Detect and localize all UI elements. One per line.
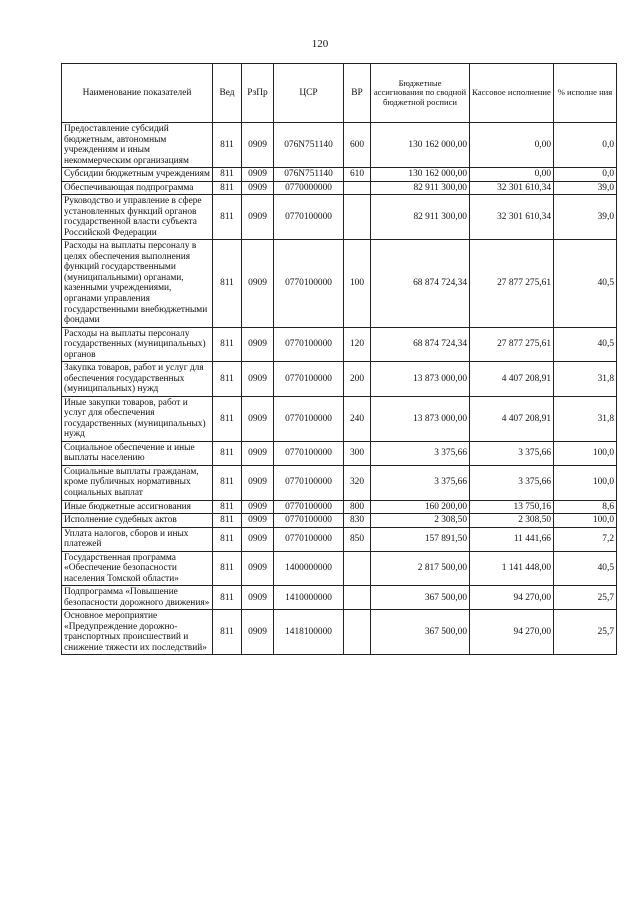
cell-vr: 610	[344, 168, 371, 182]
cell-assignments: 160 200,00	[371, 500, 470, 514]
cell-cash: 94 270,00	[470, 586, 554, 610]
cell-name: Иные закупки товаров, работ и услуг для обеспечения государственных (муниципальных) нужд	[62, 396, 213, 441]
cell-vr	[344, 195, 371, 240]
cell-assignments: 3 375,66	[371, 465, 470, 500]
cell-ved: 811	[213, 240, 242, 327]
cell-vr: 200	[344, 362, 371, 397]
cell-ved: 811	[213, 527, 242, 551]
cell-rzpr: 0909	[242, 500, 274, 514]
cell-rzpr: 0909	[242, 610, 274, 655]
cell-cash: 27 877 275,61	[470, 327, 554, 362]
cell-percent: 0,0	[554, 168, 617, 182]
cell-rzpr: 0909	[242, 514, 274, 528]
table-header-row	[62, 64, 617, 123]
cell-ved: 811	[213, 123, 242, 168]
cell-csr: 0770100000	[274, 396, 344, 441]
cell-percent: 39,0	[554, 195, 617, 240]
cell-csr: 0770100000	[274, 195, 344, 240]
table-row	[62, 181, 617, 195]
cell-assignments: 130 162 000,00	[371, 123, 470, 168]
cell-vr	[344, 181, 371, 195]
cell-ved: 811	[213, 610, 242, 655]
cell-name: Предоставление субсидий бюджетным, автономным учреждениям и иным некоммерческим организациям	[62, 123, 213, 168]
cell-cash: 27 877 275,61	[470, 240, 554, 327]
cell-vr	[344, 551, 371, 586]
cell-assignments: 130 162 000,00	[371, 168, 470, 182]
cell-rzpr: 0909	[242, 465, 274, 500]
cell-name: Субсидии бюджетным учреждениям	[62, 168, 213, 182]
table-body	[62, 123, 617, 655]
table-row	[62, 586, 617, 610]
cell-csr: 1418100000	[274, 610, 344, 655]
cell-ved: 811	[213, 195, 242, 240]
cell-assignments: 2 817 500,00	[371, 551, 470, 586]
cell-vr: 100	[344, 240, 371, 327]
header-rzpr: РзПр	[242, 64, 274, 123]
header-cash: Кассовое исполнение	[470, 64, 554, 123]
cell-csr: 0770100000	[274, 441, 344, 465]
cell-vr	[344, 610, 371, 655]
cell-csr: 0770100000	[274, 240, 344, 327]
cell-name: Обеспечивающая подпрограмма	[62, 181, 213, 195]
cell-assignments: 367 500,00	[371, 586, 470, 610]
cell-csr: 076N751140	[274, 168, 344, 182]
table-row	[62, 514, 617, 528]
cell-name: Расходы на выплаты персоналу государственных (муниципальных) органов	[62, 327, 213, 362]
cell-vr: 600	[344, 123, 371, 168]
cell-percent: 100,0	[554, 465, 617, 500]
cell-csr: 1400000000	[274, 551, 344, 586]
table-row	[62, 551, 617, 586]
budget-execution-table	[61, 63, 617, 655]
cell-ved: 811	[213, 551, 242, 586]
cell-vr	[344, 586, 371, 610]
cell-vr: 300	[344, 441, 371, 465]
cell-assignments: 68 874 724,34	[371, 327, 470, 362]
cell-csr: 0770000000	[274, 181, 344, 195]
header-csr: ЦСР	[274, 64, 344, 123]
cell-name: Иные бюджетные ассигнования	[62, 500, 213, 514]
cell-cash: 1 141 448,00	[470, 551, 554, 586]
cell-name: Социальное обеспечение и иные выплаты населению	[62, 441, 213, 465]
table-row	[62, 327, 617, 362]
cell-cash: 4 407 208,91	[470, 362, 554, 397]
cell-vr: 850	[344, 527, 371, 551]
cell-name: Расходы на выплаты персоналу в целях обеспечения выполнения функций государственными (муниципальными) органами, казенными учреждениями, органами управления государственными внебюджетными фондами	[62, 240, 213, 327]
cell-vr: 240	[344, 396, 371, 441]
cell-percent: 39,0	[554, 181, 617, 195]
cell-assignments: 82 911 300,00	[371, 195, 470, 240]
cell-assignments: 82 911 300,00	[371, 181, 470, 195]
cell-rzpr: 0909	[242, 123, 274, 168]
cell-name: Уплата налогов, сборов и иных платежей	[62, 527, 213, 551]
cell-cash: 13 750,16	[470, 500, 554, 514]
cell-cash: 0,00	[470, 123, 554, 168]
cell-vr: 320	[344, 465, 371, 500]
cell-percent: 40,5	[554, 551, 617, 586]
cell-ved: 811	[213, 362, 242, 397]
cell-cash: 94 270,00	[470, 610, 554, 655]
cell-name: Руководство и управление в сфере установленных функций органов государственной власти субъекта Российской Федерации	[62, 195, 213, 240]
cell-csr: 0770100000	[274, 327, 344, 362]
cell-assignments: 367 500,00	[371, 610, 470, 655]
cell-percent: 25,7	[554, 610, 617, 655]
table-row	[62, 123, 617, 168]
header-vr: ВР	[344, 64, 371, 123]
cell-ved: 811	[213, 514, 242, 528]
table-row	[62, 195, 617, 240]
cell-vr: 800	[344, 500, 371, 514]
cell-percent: 8,6	[554, 500, 617, 514]
cell-percent: 100,0	[554, 514, 617, 528]
cell-ved: 811	[213, 327, 242, 362]
cell-cash: 32 301 610,34	[470, 195, 554, 240]
cell-ved: 811	[213, 396, 242, 441]
cell-cash: 3 375,66	[470, 441, 554, 465]
cell-rzpr: 0909	[242, 396, 274, 441]
cell-cash: 32 301 610,34	[470, 181, 554, 195]
cell-percent: 31,8	[554, 362, 617, 397]
cell-vr: 830	[344, 514, 371, 528]
cell-assignments: 157 891,50	[371, 527, 470, 551]
cell-rzpr: 0909	[242, 181, 274, 195]
page-number: 120	[311, 38, 329, 50]
cell-rzpr: 0909	[242, 195, 274, 240]
header-ved: Вед	[213, 64, 242, 123]
cell-rzpr: 0909	[242, 441, 274, 465]
cell-name: Закупка товаров, работ и услуг для обеспечения государственных (муниципальных) нужд	[62, 362, 213, 397]
cell-assignments: 13 873 000,00	[371, 396, 470, 441]
cell-ved: 811	[213, 500, 242, 514]
cell-name: Подпрограмма «Повышение безопасности дорожного движения»	[62, 586, 213, 610]
header-assignments: Бюджетные ассигнования по сводной бюджетной росписи	[371, 64, 470, 123]
table-row	[62, 500, 617, 514]
cell-percent: 40,5	[554, 327, 617, 362]
header-name: Наименование показателей	[62, 64, 213, 123]
cell-csr: 0770100000	[274, 362, 344, 397]
cell-csr: 076N751140	[274, 123, 344, 168]
cell-csr: 0770100000	[274, 500, 344, 514]
cell-rzpr: 0909	[242, 362, 274, 397]
cell-rzpr: 0909	[242, 327, 274, 362]
cell-name: Социальные выплаты гражданам, кроме публичных нормативных социальных выплат	[62, 465, 213, 500]
table-row	[62, 527, 617, 551]
cell-csr: 0770100000	[274, 465, 344, 500]
cell-cash: 2 308,50	[470, 514, 554, 528]
cell-rzpr: 0909	[242, 551, 274, 586]
cell-assignments: 2 308,50	[371, 514, 470, 528]
table-row	[62, 610, 617, 655]
table-row	[62, 441, 617, 465]
cell-csr: 1410000000	[274, 586, 344, 610]
cell-cash: 3 375,66	[470, 465, 554, 500]
cell-percent: 31,8	[554, 396, 617, 441]
cell-assignments: 13 873 000,00	[371, 362, 470, 397]
cell-percent: 7,2	[554, 527, 617, 551]
cell-ved: 811	[213, 181, 242, 195]
cell-name: Государственная программа «Обеспечение безопасности населения Томской области»	[62, 551, 213, 586]
cell-ved: 811	[213, 168, 242, 182]
cell-ved: 811	[213, 465, 242, 500]
table-row	[62, 168, 617, 182]
table-row	[62, 240, 617, 327]
cell-assignments: 68 874 724,34	[371, 240, 470, 327]
cell-cash: 4 407 208,91	[470, 396, 554, 441]
cell-ved: 811	[213, 441, 242, 465]
cell-rzpr: 0909	[242, 586, 274, 610]
cell-assignments: 3 375,66	[371, 441, 470, 465]
cell-vr: 120	[344, 327, 371, 362]
cell-percent: 25,7	[554, 586, 617, 610]
cell-percent: 0,0	[554, 123, 617, 168]
table-row	[62, 465, 617, 500]
header-percent: % исполне ния	[554, 64, 617, 123]
cell-csr: 0770100000	[274, 514, 344, 528]
cell-percent: 100,0	[554, 441, 617, 465]
cell-ved: 811	[213, 586, 242, 610]
cell-rzpr: 0909	[242, 168, 274, 182]
cell-cash: 11 441,66	[470, 527, 554, 551]
cell-cash: 0,00	[470, 168, 554, 182]
cell-name: Основное мероприятие «Предупреждение дорожно-транспортных происшествий и снижение тяжести их последствий»	[62, 610, 213, 655]
table-row	[62, 362, 617, 397]
table-row	[62, 396, 617, 441]
cell-csr: 0770100000	[274, 527, 344, 551]
cell-percent: 40,5	[554, 240, 617, 327]
cell-rzpr: 0909	[242, 527, 274, 551]
cell-rzpr: 0909	[242, 240, 274, 327]
cell-name: Исполнение судебных актов	[62, 514, 213, 528]
